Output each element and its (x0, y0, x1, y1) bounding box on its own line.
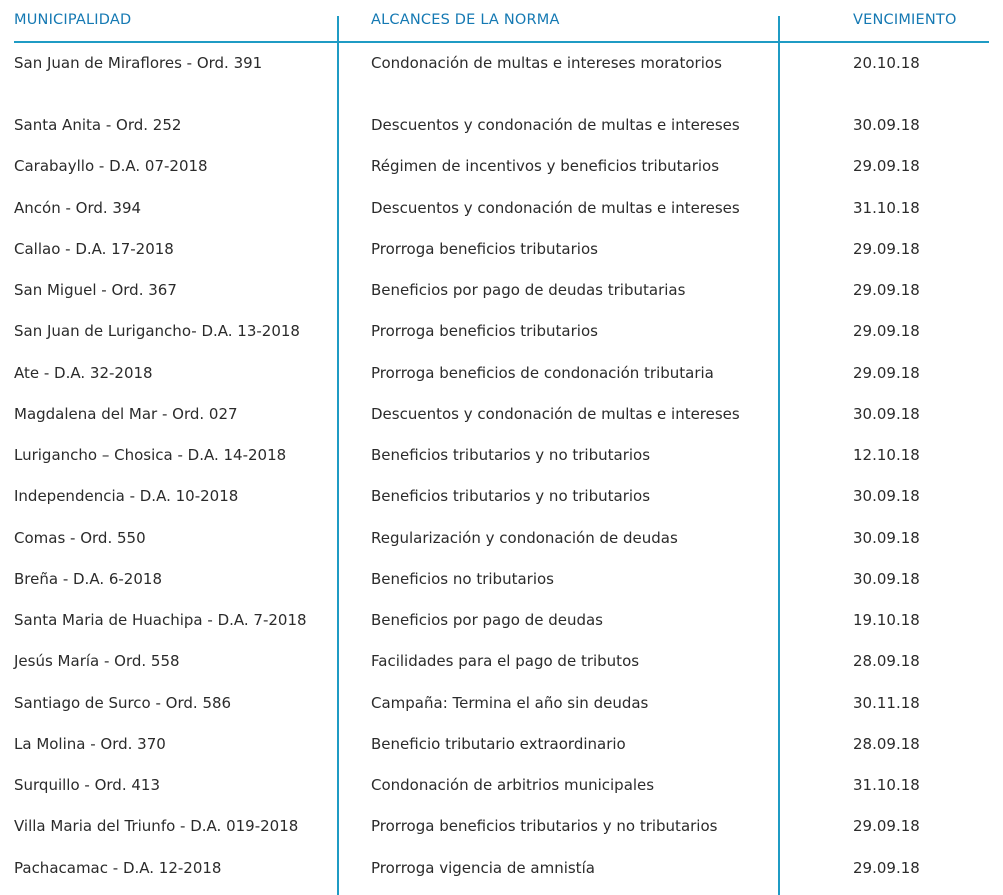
cell-vencimiento: 28.09.18 (853, 735, 920, 753)
cell-vencimiento: 20.10.18 (853, 54, 920, 72)
cell-vencimiento: 30.09.18 (853, 405, 920, 423)
cell-municipalidad: Pachacamac - D.A. 12-2018 (14, 859, 222, 877)
cell-alcances: Regularización y condonación de deudas (371, 529, 678, 547)
table-row (0, 320, 1003, 344)
table-row (0, 444, 1003, 468)
cell-vencimiento: 28.09.18 (853, 652, 920, 670)
cell-vencimiento: 29.09.18 (853, 364, 920, 382)
cell-alcances: Beneficios no tributarios (371, 570, 554, 588)
cell-alcances: Descuentos y condonación de multas e intereses (371, 405, 740, 423)
cell-vencimiento: 30.09.18 (853, 487, 920, 505)
cell-vencimiento: 29.09.18 (853, 322, 920, 340)
cell-vencimiento: 29.09.18 (853, 859, 920, 877)
cell-alcances: Descuentos y condonación de multas e intereses (371, 199, 740, 217)
cell-municipalidad: Breña - D.A. 6-2018 (14, 570, 162, 588)
cell-alcances: Descuentos y condonación de multas e intereses (371, 116, 740, 134)
cell-municipalidad: Independencia - D.A. 10-2018 (14, 487, 239, 505)
table-row (0, 403, 1003, 427)
cell-municipalidad: Callao - D.A. 17-2018 (14, 240, 174, 258)
table-row (0, 733, 1003, 757)
table-row (0, 650, 1003, 674)
cell-alcances: Beneficios por pago de deudas (371, 611, 603, 629)
cell-alcances: Prorroga beneficios tributarios (371, 322, 598, 340)
cell-alcances: Facilidades para el pago de tributos (371, 652, 640, 670)
cell-alcances: Prorroga beneficios tributarios y no tributarios (371, 817, 718, 835)
cell-municipalidad: Comas - Ord. 550 (14, 529, 146, 547)
cell-vencimiento: 29.09.18 (853, 817, 920, 835)
table-row (0, 197, 1003, 221)
table-row (0, 609, 1003, 633)
table-row (0, 568, 1003, 592)
cell-municipalidad: Carabayllo - D.A. 07-2018 (14, 157, 208, 175)
table-row (0, 692, 1003, 716)
cell-alcances: Beneficio tributario extraordinario (371, 735, 626, 753)
cell-vencimiento: 29.09.18 (853, 281, 920, 299)
cell-municipalidad: Jesús María - Ord. 558 (14, 652, 180, 670)
table-row (0, 279, 1003, 303)
header-alcances: ALCANCES DE LA NORMA (371, 12, 560, 28)
cell-alcances: Beneficios por pago de deudas tributarias (371, 281, 686, 299)
cell-alcances: Beneficios tributarios y no tributarios (371, 446, 651, 464)
cell-municipalidad: Santiago de Surco - Ord. 586 (14, 694, 232, 712)
cell-alcances: Beneficios tributarios y no tributarios (371, 487, 651, 505)
cell-alcances: Régimen de incentivos y beneficios tributarios (371, 157, 720, 175)
cell-municipalidad: Villa Maria del Triunfo - D.A. 019-2018 (14, 817, 299, 835)
cell-municipalidad: Ate - D.A. 32-2018 (14, 364, 153, 382)
header-municipalidad: MUNICIPALIDAD (14, 12, 132, 28)
cell-alcances: Prorroga vigencia de amnistía (371, 859, 595, 877)
header-vencimiento: VENCIMIENTO (853, 12, 957, 28)
cell-municipalidad: San Juan de Lurigancho- D.A. 13-2018 (14, 322, 300, 340)
cell-alcances: Prorroga beneficios tributarios (371, 240, 598, 258)
cell-alcances: Condonación de arbitrios municipales (371, 776, 655, 794)
table-row (0, 155, 1003, 179)
cell-municipalidad: Magdalena del Mar - Ord. 027 (14, 405, 238, 423)
table-row (0, 815, 1003, 839)
cell-vencimiento: 30.09.18 (853, 529, 920, 547)
cell-alcances: Prorroga beneficios de condonación tributaria (371, 364, 714, 382)
table-row (0, 238, 1003, 262)
cell-municipalidad: San Miguel - Ord. 367 (14, 281, 177, 299)
cell-municipalidad: Ancón - Ord. 394 (14, 199, 142, 217)
cell-vencimiento: 12.10.18 (853, 446, 920, 464)
table-row (0, 774, 1003, 798)
table-row (0, 114, 1003, 138)
cell-vencimiento: 29.09.18 (853, 157, 920, 175)
cell-municipalidad: Santa Anita - Ord. 252 (14, 116, 182, 134)
table-row (0, 485, 1003, 509)
cell-vencimiento: 31.10.18 (853, 776, 920, 794)
cell-vencimiento: 29.09.18 (853, 240, 920, 258)
cell-vencimiento: 31.10.18 (853, 199, 920, 217)
table-row (0, 52, 1003, 76)
cell-vencimiento: 30.11.18 (853, 694, 920, 712)
cell-alcances: Condonación de multas e intereses moratorios (371, 54, 722, 72)
cell-alcances: Campaña: Termina el año sin deudas (371, 694, 649, 712)
header-rule (14, 41, 989, 43)
table-row (0, 527, 1003, 551)
table-row (0, 362, 1003, 386)
cell-municipalidad: La Molina - Ord. 370 (14, 735, 166, 753)
cell-vencimiento: 30.09.18 (853, 116, 920, 134)
cell-vencimiento: 30.09.18 (853, 570, 920, 588)
table-row (0, 857, 1003, 881)
cell-municipalidad: San Juan de Miraflores - Ord. 391 (14, 54, 263, 72)
cell-municipalidad: Lurigancho – Chosica - D.A. 14-2018 (14, 446, 287, 464)
cell-vencimiento: 19.10.18 (853, 611, 920, 629)
cell-municipalidad: Surquillo - Ord. 413 (14, 776, 160, 794)
cell-municipalidad: Santa Maria de Huachipa - D.A. 7-2018 (14, 611, 307, 629)
